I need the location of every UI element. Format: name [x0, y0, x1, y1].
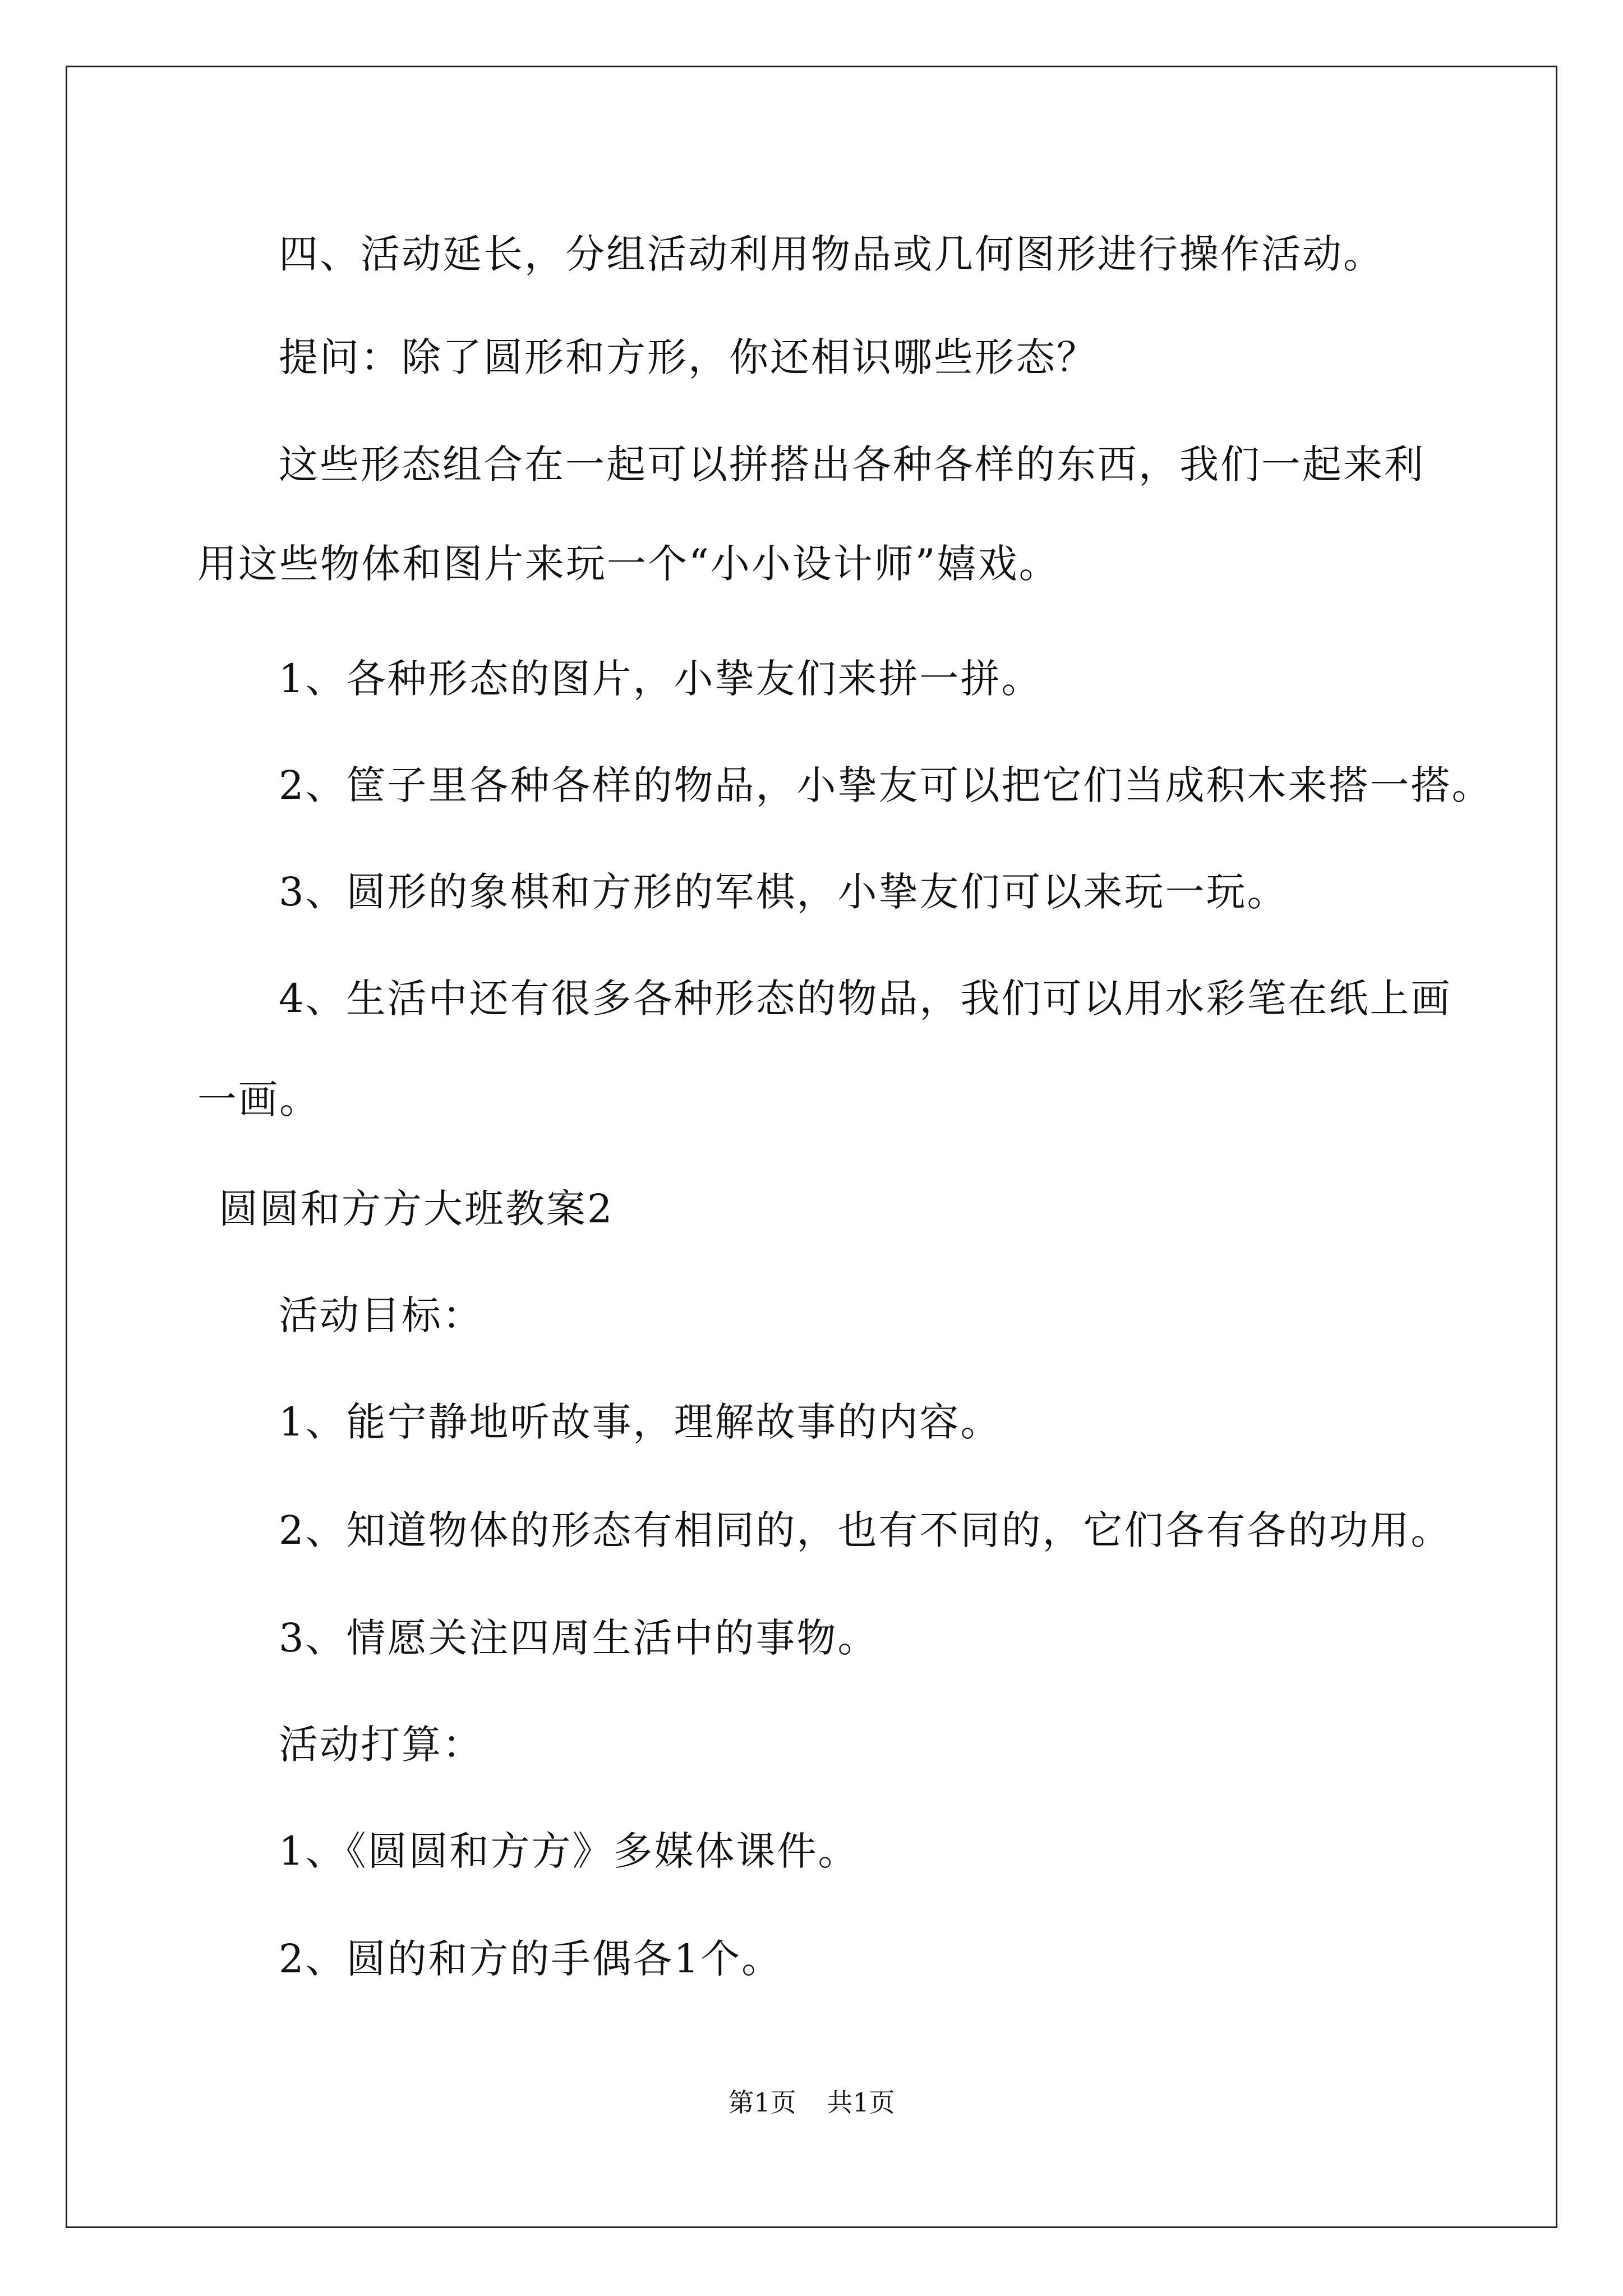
list-item: 2、圆的和方的手偶各1个。: [279, 1936, 783, 1982]
list-item: 3、圆形的象棋和方形的军棋，小挚友们可以来玩一玩。: [279, 869, 1288, 915]
paragraph-line: 这些形态组合在一起可以拼搭出各种各样的东西，我们一起来利: [279, 441, 1425, 487]
paragraph-line: 四、活动延长，分组活动利用物品或几何图形进行操作活动。: [279, 231, 1384, 277]
paragraph-line: 用这些物体和图片来玩一个“小小设计师”嬉戏。: [197, 541, 1060, 587]
subheading: 活动打算：: [279, 1722, 483, 1768]
list-item: 3、情愿关注四周生活中的事物。: [279, 1615, 879, 1661]
list-item: 2、筐子里各种各样的物品，小挚友可以把它们当成积木来搭一搭。: [279, 762, 1493, 808]
list-item: 1、各种形态的图片，小挚友们来拼一拼。: [279, 656, 1043, 702]
list-item: 1、《圆圆和方方》多媒体课件。: [279, 1828, 859, 1874]
page-number: 第1页: [728, 2087, 796, 2118]
page-total: 共1页: [827, 2087, 895, 2118]
page-border: [66, 66, 1557, 2228]
list-item: 4、生活中还有很多各种形态的物品，我们可以用水彩笔在纸上画: [279, 976, 1452, 1022]
page-footer: [0, 2086, 1623, 2119]
list-item: 2、知道物体的形态有相同的，也有不同的，它们各有各的功用。: [279, 1507, 1452, 1553]
paragraph-line: 提问：除了圆形和方形，你还相识哪些形态？: [279, 334, 1098, 380]
paragraph-line: 一画。: [197, 1076, 320, 1122]
section-heading: 圆圆和方方大班教案2: [219, 1186, 614, 1232]
list-item: 1、能宁静地听故事，理解故事的内容。: [279, 1399, 1002, 1445]
subheading: 活动目标：: [279, 1292, 483, 1338]
